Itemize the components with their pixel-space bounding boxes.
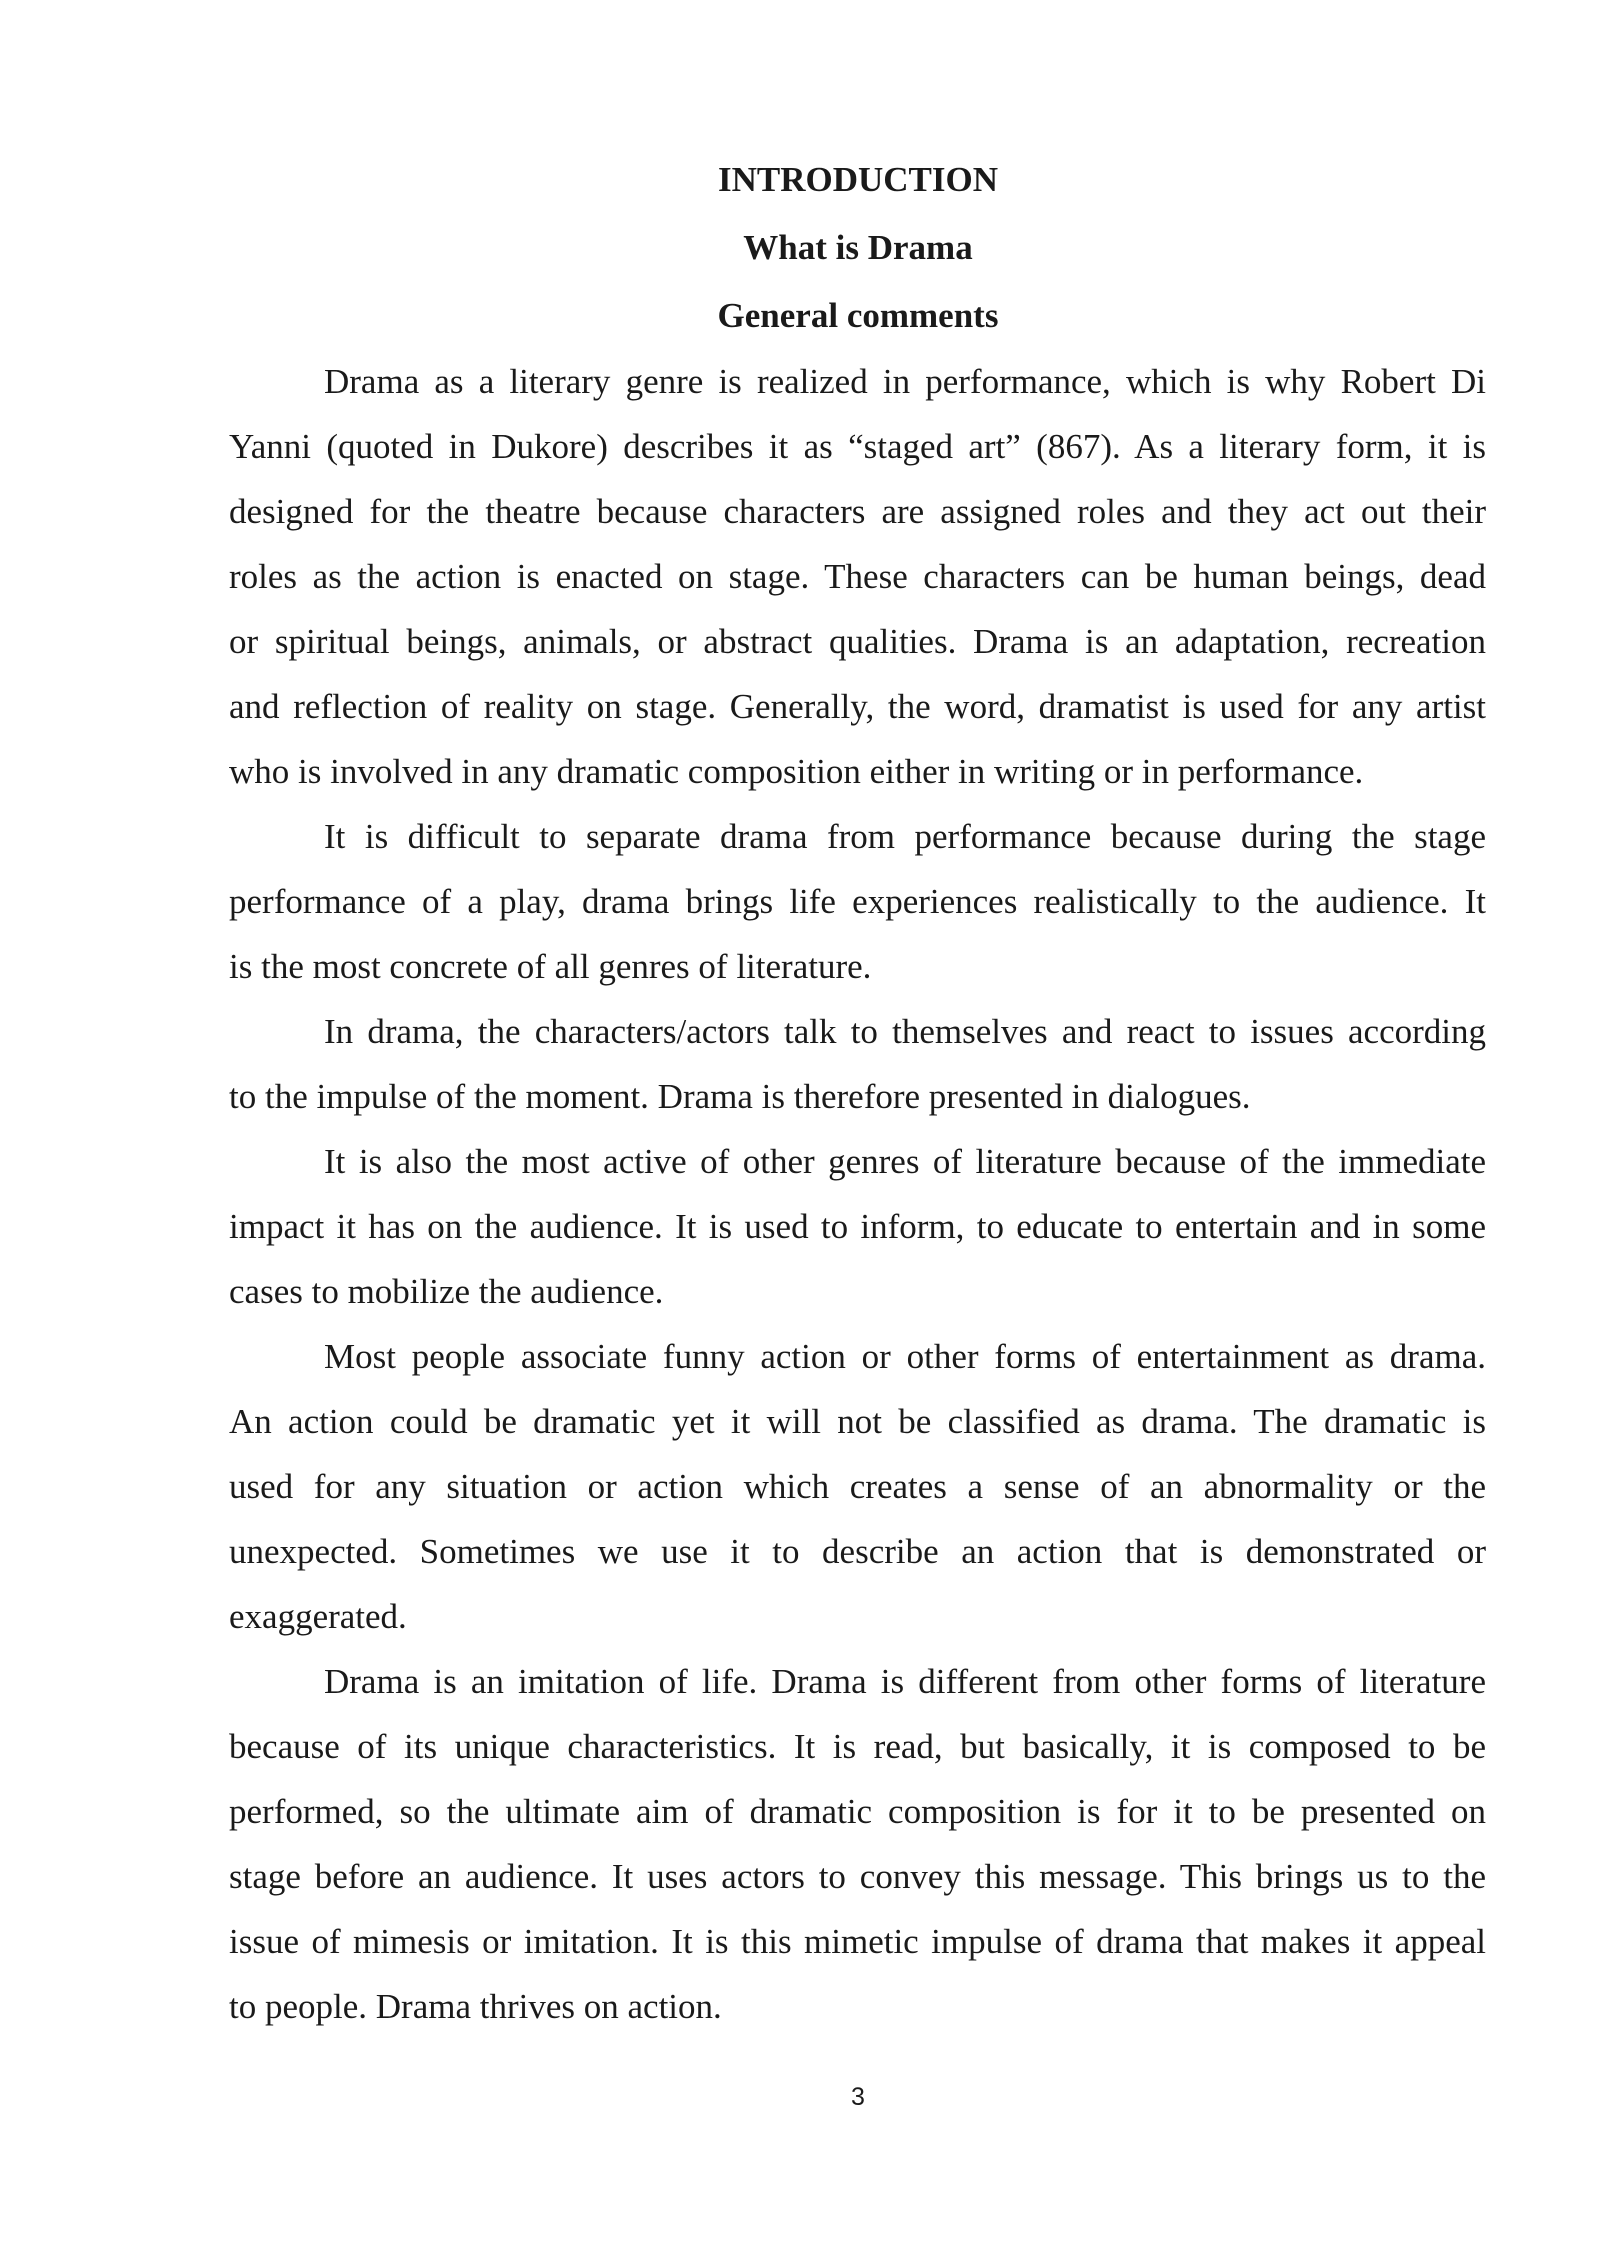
text-line: An action could be dramatic yet it will not be classified as drama. The dramatic is xyxy=(229,1402,1486,1441)
text-line: to people. Drama thrives on action. xyxy=(229,1987,722,2026)
paragraph xyxy=(229,804,1486,999)
body-text xyxy=(229,349,1486,2039)
text-line: performance of a play, drama brings life experiences realistically to the audience. It xyxy=(229,882,1486,921)
text-line: used for any situation or action which creates a sense of an abnormality or the xyxy=(229,1467,1486,1506)
section-heading: INTRODUCTION xyxy=(717,160,999,199)
text-line: cases to mobilize the audience. xyxy=(229,1272,664,1311)
text-line: Most people associate funny action or other forms of entertainment as drama. xyxy=(324,1337,1486,1376)
text-line: Drama is an imitation of life. Drama is different from other forms of literature xyxy=(324,1662,1486,1701)
text-line: roles as the action is enacted on stage. These characters can be human beings, dead xyxy=(229,557,1486,596)
text-line: is the most concrete of all genres of literature. xyxy=(229,947,872,986)
paragraph xyxy=(229,349,1486,804)
text-line: It is also the most active of other genres of literature because of the immediate xyxy=(324,1142,1486,1181)
text-line: or spiritual beings, animals, or abstract qualities. Drama is an adaptation, recreation xyxy=(229,622,1486,661)
text-line: impact it has on the audience. It is used to inform, to educate to entertain and in some xyxy=(229,1207,1486,1246)
text-line: to the impulse of the moment. Drama is therefore presented in dialogues. xyxy=(229,1077,1251,1116)
text-line: In drama, the characters/actors talk to themselves and react to issues according xyxy=(324,1012,1486,1051)
text-line: Drama as a literary genre is realized in performance, which is why Robert Di xyxy=(324,362,1486,401)
heading-block xyxy=(0,146,1600,350)
text-line: It is difficult to separate drama from performance because during the stage xyxy=(324,817,1486,856)
text-line: stage before an audience. It uses actors to convey this message. This brings us to the xyxy=(229,1857,1486,1896)
chapter-title: What is Drama xyxy=(743,228,973,267)
text-line: because of its unique characteristics. It is read, but basically, it is composed to be xyxy=(229,1727,1486,1766)
text-line: and reflection of reality on stage. Generally, the word, dramatist is used for any artist xyxy=(229,687,1486,726)
text-line: Yanni (quoted in Dukore) describes it as “staged art” (867). As a literary form, it is xyxy=(229,427,1486,466)
paragraph xyxy=(229,999,1486,1129)
text-line: designed for the theatre because characters are assigned roles and they act out their xyxy=(229,492,1486,531)
page-number: 3 xyxy=(851,2083,865,2111)
text-line: exaggerated. xyxy=(229,1597,407,1636)
paragraph xyxy=(229,1324,1486,1649)
paragraph xyxy=(229,1649,1486,2039)
paragraph xyxy=(229,1129,1486,1324)
text-line: who is involved in any dramatic composition either in writing or in performance. xyxy=(229,752,1364,791)
text-line: performed, so the ultimate aim of dramatic composition is for it to be presented on xyxy=(229,1792,1486,1831)
text-line: issue of mimesis or imitation. It is this mimetic impulse of drama that makes it appeal xyxy=(229,1922,1486,1961)
text-line: unexpected. Sometimes we use it to describe an action that is demonstrated or xyxy=(229,1532,1486,1571)
subsection-heading: General comments xyxy=(717,296,999,335)
